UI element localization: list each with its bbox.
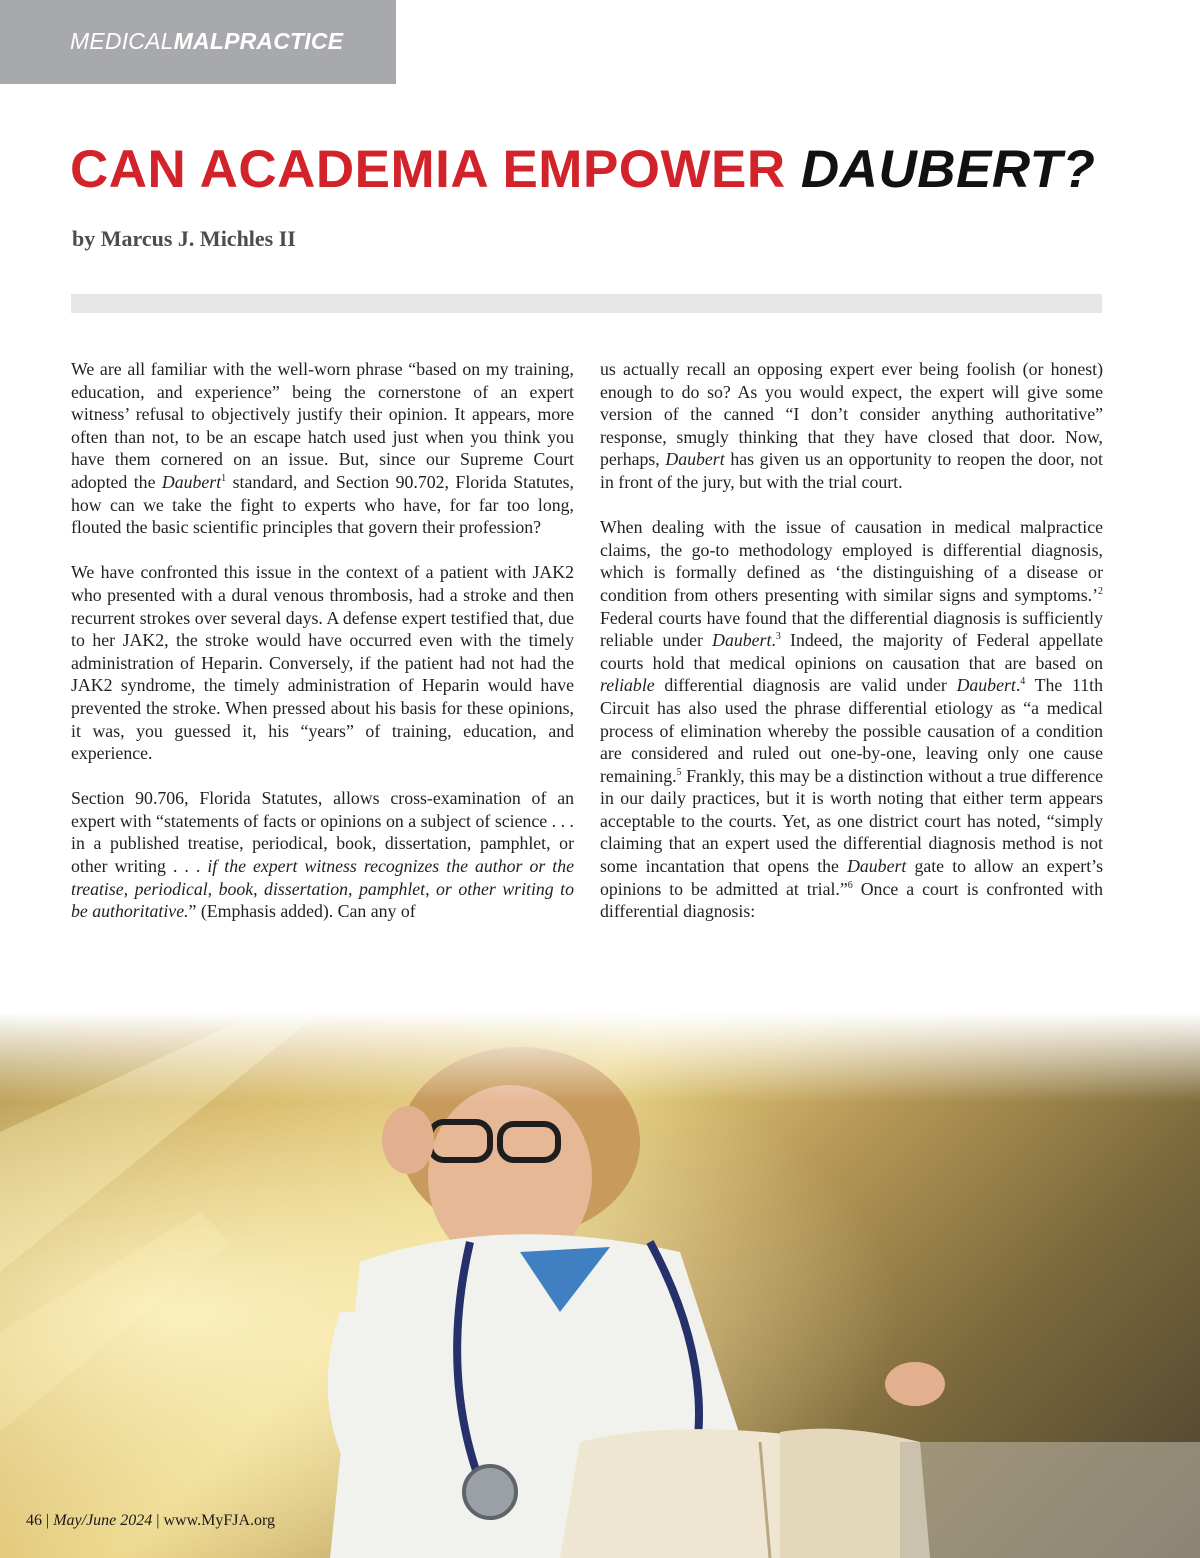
footnote-ref: 3 (775, 631, 781, 643)
left-paragraph-1: We are all familiar with the well-worn phrase “based on my training, education, and experience” being the cornerstone of an expert witness’ refusal to objectively justify their opinion. It appears, more often than not, to be an escape hatch used just when you think you have them cornered on an issue. But, since our Supreme Court adopted the Daubert$^1$ standard, and Section 90.702, Florida Statutes, how can we take the fight to experts who have, for far too long, flouted the basic scientific principles that govern their profession? (71, 359, 574, 538)
section-label-malpractice: MALPRACTICE (173, 28, 344, 54)
website: | www.MyFJA.org (152, 1512, 276, 1529)
left-paragraph-2: We have confronted this issue in the context of a patient with JAK2 who presented with a dural venous thrombosis, had a stroke and then recurrent strokes over several days. A defense expert testified that, due to her JAK2, the stroke would have occurred even with the timely administration of Heparin. Conversely, if the patient had not had the JAK2 syndrome, the timely administration of Heparin would have prevented the stroke. When pressed about his basis for these opinions, it was, you guessed it, his “years” of training, education, and experience. (71, 562, 574, 764)
page-number: 46 | (26, 1512, 54, 1529)
case-name: Daubert (956, 675, 1016, 696)
section-label-medical: MEDICAL (70, 28, 174, 54)
title-red-part: CAN ACADEMIA EMPOWER (70, 140, 801, 199)
issue-date: May/June 2024 (53, 1512, 153, 1529)
right-paragraph-2: When dealing with the issue of causation in medical malpractice claims, the go-to methodology employed is differential diagnosis, which is formally defined as ‘the distinguishing of a disease or condition from others presenting with similar signs and symptoms.’$^2$ Federal courts have found that the differential diagnosis is sufficiently reliable under Daubert.$^3$ Indeed, the majority of Federal appellate courts hold that medical opinions on causation that are based on reliable differential diagnosis are valid under Daubert.$^4$ The 11th Circuit has also used the phrase differential etiology as “a medical process of elimination whereby the possible causation of a condition are considered and ruled out one-by-one, leaving only one cause remaining.$^5$ Frankly, this may be a distinction without a true difference in our daily practices, but it is worth noting that either term appears acceptable to the courts. Yet, as one district court has noted, “simply claiming that an expert used the differential diagnosis method is not some incantation that opens the Daubert gate to allow an expert’s opinions to be admitted at trial.”$^6$ Once a court is confronted with differential diagnosis: (600, 517, 1104, 922)
author-byline: by Marcus J. Michles II (72, 226, 296, 251)
footnote-ref: 6 (847, 879, 853, 891)
left-paragraph-3: Section 90.706, Florida Statutes, allows cross-examination of an expert with “statements of facts or opinions on a subject of science . . . in a published treatise, periodical, book, dissertation, pamphlet, or other writing . . . if the expert witness recognizes the author or the treatise, periodical, book, dissertation, pamphlet, or other writing to be authoritative.” (Emphasis added). Can any of (71, 788, 574, 922)
section-label (70, 28, 343, 55)
divider-bar (71, 294, 1102, 313)
case-name: Daubert (712, 630, 772, 651)
left-column (71, 358, 574, 945)
photo-top-fade (0, 1012, 1200, 1102)
article-title (70, 138, 1095, 202)
footnote-ref: 5 (676, 766, 682, 778)
doctor-reading-book-photo (0, 1012, 1200, 1558)
emphasized-word: reliable (600, 675, 655, 696)
case-name: Daubert (665, 449, 725, 470)
footnote-ref: 1 (221, 473, 227, 485)
right-column (600, 358, 1103, 945)
right-paragraph-1: us actually recall an opposing expert ever being foolish (or honest) enough to do so? As you would expect, the expert will give some version of the canned “I don’t consider anything authoritative” response, smugly thinking that they have closed that door. Now, perhaps, Daubert has given us an opportunity to reopen the door, not in front of the jury, but with the trial court. (600, 359, 1103, 492)
footnote-ref: 4 (1020, 676, 1026, 688)
case-name: Daubert (847, 856, 907, 877)
case-name: Daubert (161, 471, 222, 492)
page-footer (26, 1512, 275, 1530)
emphasized-quote: if the expert witness recognizes the author or the treatise, periodical, book, dissertation, pamphlet, or other writing to be authoritative. (71, 856, 574, 922)
section-tab (0, 0, 396, 84)
title-italic-part: DAUBERT? (800, 140, 1096, 199)
footnote-ref: 2 (1098, 586, 1103, 598)
